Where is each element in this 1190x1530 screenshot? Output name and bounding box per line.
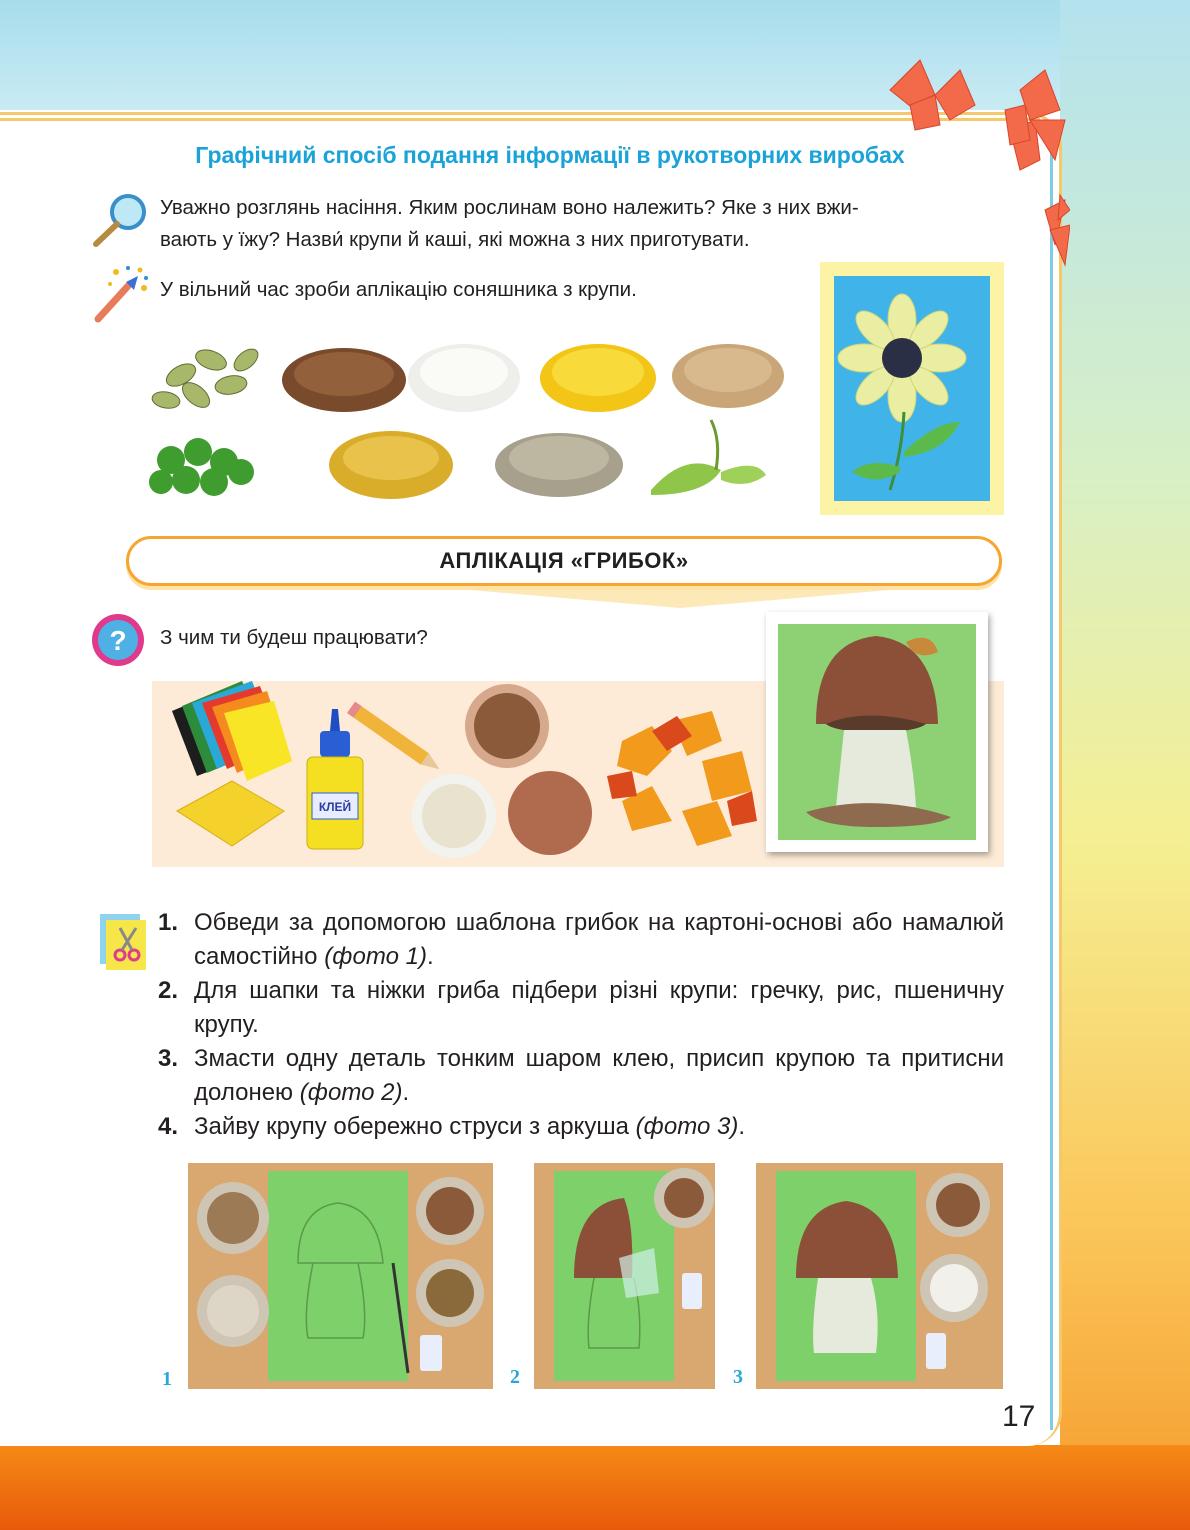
step-number: 4. — [158, 1113, 179, 1140]
photo-label-2: 2 — [510, 1366, 520, 1388]
bottom-band — [0, 1445, 1190, 1530]
page-number: 17 — [1002, 1400, 1036, 1433]
free-time-task: У вільний час зроби аплікацію соняшника з крупи. — [160, 278, 637, 301]
banner-title: АПЛІКАЦІЯ «ГРИБОК» — [439, 548, 689, 573]
paintbrush-icon — [88, 264, 150, 324]
intro-line-2: вають у їжу? Назви́ крупи й каші, які можна з них приготувати. — [160, 228, 750, 251]
glue-label: КЛЕЙ — [318, 800, 352, 814]
step-3 — [158, 1042, 1004, 1110]
banner-tip — [470, 590, 890, 608]
step-text: Обведи за допомогою шаблона грибок на картоні-основі або намалюй самостійно (фото 1). — [194, 909, 1004, 970]
sunflower-photo — [820, 262, 1004, 515]
section-banner — [126, 536, 1002, 586]
steps-list — [158, 906, 1004, 1144]
step-number: 1. — [158, 909, 179, 936]
right-band — [1060, 0, 1190, 1530]
step-1 — [158, 906, 1004, 974]
question-text: З чим ти будеш працювати? — [160, 626, 428, 649]
seeds-illustration — [146, 330, 796, 515]
photo-label-1: 1 — [162, 1368, 172, 1390]
scissors-template-icon — [92, 910, 152, 970]
right-stripe — [1050, 130, 1053, 1430]
step-text: Зайву крупу обережно струси з аркуша (фото 3). — [194, 1113, 746, 1140]
step-number: 3. — [158, 1045, 179, 1072]
question-icon — [90, 612, 146, 668]
intro-text — [160, 192, 1002, 256]
step-text: Змасти одну деталь тонким шаром клею, присип крупою та притисни долонею (фото 2). — [194, 1045, 1004, 1106]
step-2 — [158, 974, 1004, 1042]
step-text: Для шапки та ніжки гриба підбери різні крупи: гречку, рис, пшеничну крупу. — [194, 977, 1004, 1038]
step-4 — [158, 1110, 1004, 1144]
step-photo-3 — [756, 1163, 1003, 1389]
svg-text:?: ? — [109, 625, 127, 656]
intro-line-1: Уважно розглянь насіння. Яким рослинам воно належить? Яке з них вжи- — [160, 196, 859, 219]
mushroom-photo — [766, 612, 988, 852]
step-photo-1 — [188, 1163, 493, 1389]
step-photo-2 — [534, 1163, 715, 1389]
page-title: Графічний спосіб подання інформації в рукотворних виробах — [195, 142, 905, 168]
step-number: 2. — [158, 977, 179, 1004]
magnifier-icon — [90, 192, 150, 248]
photo-label-3: 3 — [733, 1366, 743, 1388]
